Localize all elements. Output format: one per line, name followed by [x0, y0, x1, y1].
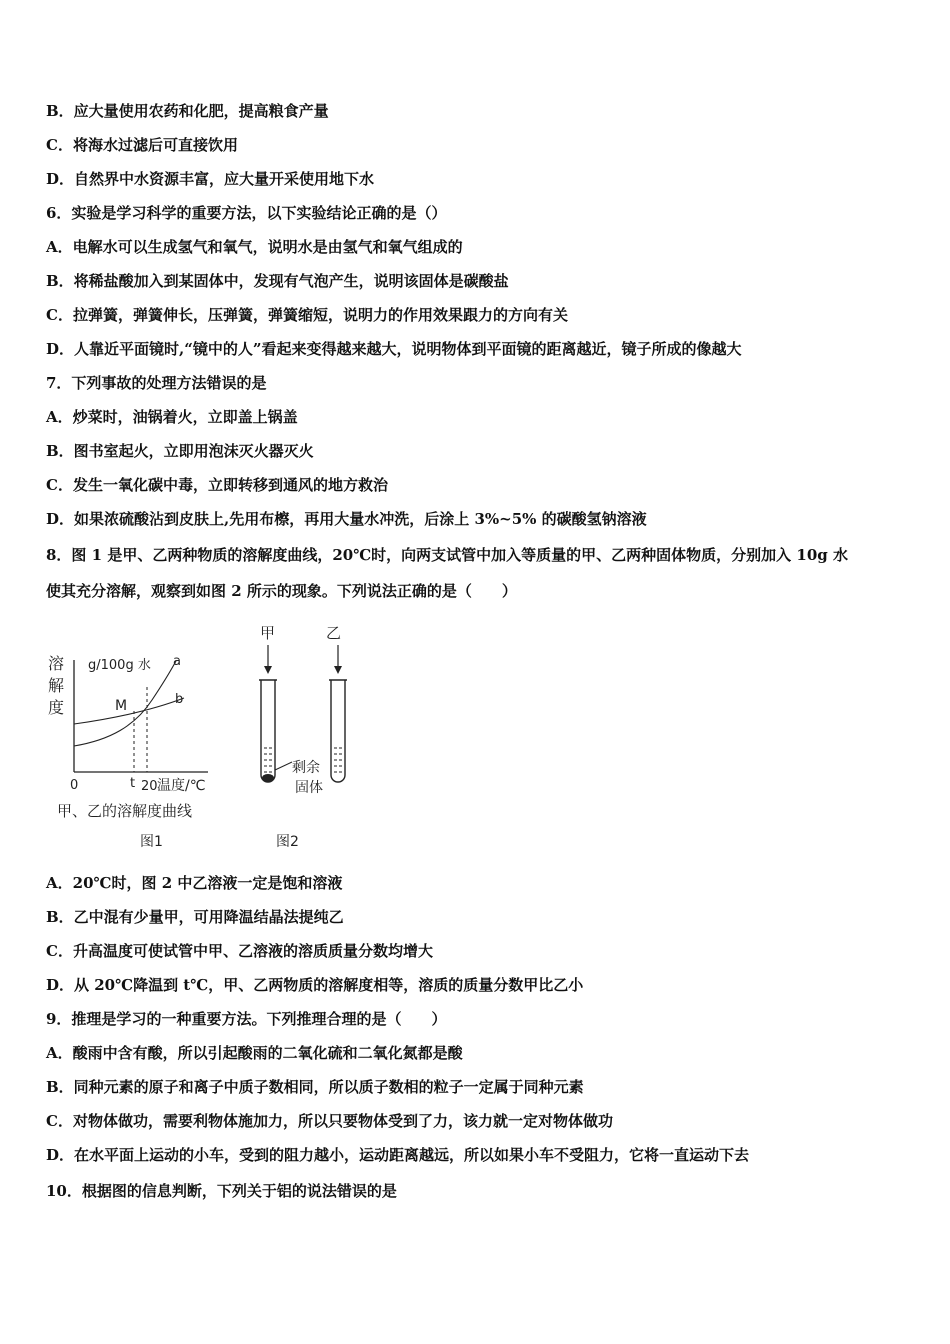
question-7: 7．下列事故的处理方法错误的是 — [46, 374, 267, 392]
question-6: 6．实验是学习科学的重要方法，以下实验结论正确的是（） — [46, 204, 447, 222]
origin-label: 0 — [70, 778, 79, 793]
figure-1-solubility-chart — [40, 640, 240, 855]
curve-b — [74, 698, 184, 724]
text-line: A．电解水可以生成氢气和氧气，说明水是由氢气和氧气组成的 — [46, 238, 463, 256]
text-line: B．乙中混有少量甲，可用降温结晶法提纯乙 — [46, 908, 344, 926]
tick-t-label: t — [130, 776, 136, 791]
residue-pointer — [275, 762, 292, 770]
tube-yi-liquid — [334, 748, 342, 772]
unit-label: g/100g 水 — [88, 658, 151, 673]
question-9: 9．推理是学习的一种重要方法。下列推理合理的是（ ） — [46, 1010, 447, 1028]
figure-1-caption: 图1 — [140, 834, 163, 850]
text-line: D．自然界中水资源丰富，应大量开采使用地下水 — [46, 170, 375, 188]
tube-label-jia: 甲 — [260, 624, 276, 642]
arrow-jia-head — [264, 666, 272, 674]
tube-jia-residue — [262, 774, 274, 782]
figure-1-title: 甲、乙的溶解度曲线 — [57, 802, 193, 820]
text-line: B．应大量使用农药和化肥，提高粮食产量 — [46, 102, 329, 120]
arrow-yi-head — [334, 666, 342, 674]
figure-2-caption: 图2 — [276, 834, 299, 850]
text-line: C．发生一氧化碳中毒，立即转移到通风的地方救治 — [46, 476, 388, 494]
x-axis-label: 温度/℃ — [157, 778, 206, 794]
text-line: A．酸雨中含有酸，所以引起酸雨的二氧化硫和二氧化氮都是酸 — [46, 1044, 463, 1062]
figure-2-test-tubes — [248, 620, 368, 855]
tick-20-label: 20 — [141, 779, 158, 794]
question-10: 10．根据图的信息判断，下列关于铝的说法错误的是 — [46, 1182, 397, 1200]
tube-yi — [331, 680, 345, 782]
text-line: C．升高温度可使试管中甲、乙溶液的溶质质量分数均增大 — [46, 942, 433, 960]
text-line: D．人靠近平面镜时,“镜中的人”看起来变得越来越大，说明物体到平面镜的距离越近，镜子所成的像越大 — [46, 340, 742, 358]
text-line: D．从 20℃降温到 t℃，甲、乙两物质的溶解度相等，溶质的质量分数甲比乙小 — [46, 976, 584, 994]
curve-a-label: a — [173, 654, 181, 669]
tube-jia-liquid — [264, 748, 272, 772]
curve-b-label: b — [175, 692, 184, 707]
question-8: 8．图 1 是甲、乙两种物质的溶解度曲线，20℃时，向两支试管中加入等质量的甲、乙两种固体物质，分别加入 10g 水 — [46, 546, 848, 564]
text-line: B．图书室起火，立即用泡沫灭火器灭火 — [46, 442, 314, 460]
text-line: C．将海水过滤后可直接饮用 — [46, 136, 238, 154]
tube-jia — [261, 680, 275, 782]
tube-label-yi: 乙 — [326, 624, 342, 642]
text-line: A．炒菜时，油锅着火，立即盖上锅盖 — [46, 408, 298, 426]
text-line: D．在水平面上运动的小车，受到的阻力越小，运动距离越远，所以如果小车不受阻力，它将一直运动下去 — [46, 1146, 750, 1164]
text-line: A．20℃时，图 2 中乙溶液一定是饱和溶液 — [46, 874, 343, 892]
residue-label-2: 固体 — [295, 780, 323, 796]
y-label-char: 解 — [48, 676, 65, 695]
residue-label-1: 剩余 — [292, 760, 320, 776]
text-line: C．拉弹簧，弹簧伸长，压弹簧，弹簧缩短，说明力的作用效果跟力的方向有关 — [46, 306, 568, 324]
point-m-label: M — [115, 698, 128, 714]
text-line: D．如果浓硫酸沾到皮肤上,先用布檫，再用大量水冲洗，后涂上 3%~5% 的碳酸氢钠溶液 — [46, 510, 647, 528]
y-label-char: 度 — [48, 698, 65, 717]
text-line: B．同种元素的原子和离子中质子数相同，所以质子数相的粒子一定属于同种元素 — [46, 1078, 584, 1096]
text-line: 使其充分溶解，观察到如图 2 所示的现象。下列说法正确的是（ ） — [46, 582, 517, 600]
text-line: B．将稀盐酸加入到某固体中，发现有气泡产生，说明该固体是碳酸盐 — [46, 272, 509, 290]
y-label-char: 溶 — [48, 654, 65, 673]
text-line: C．对物体做功，需要利物体施加力，所以只要物体受到了力，该力就一定对物体做功 — [46, 1112, 613, 1130]
